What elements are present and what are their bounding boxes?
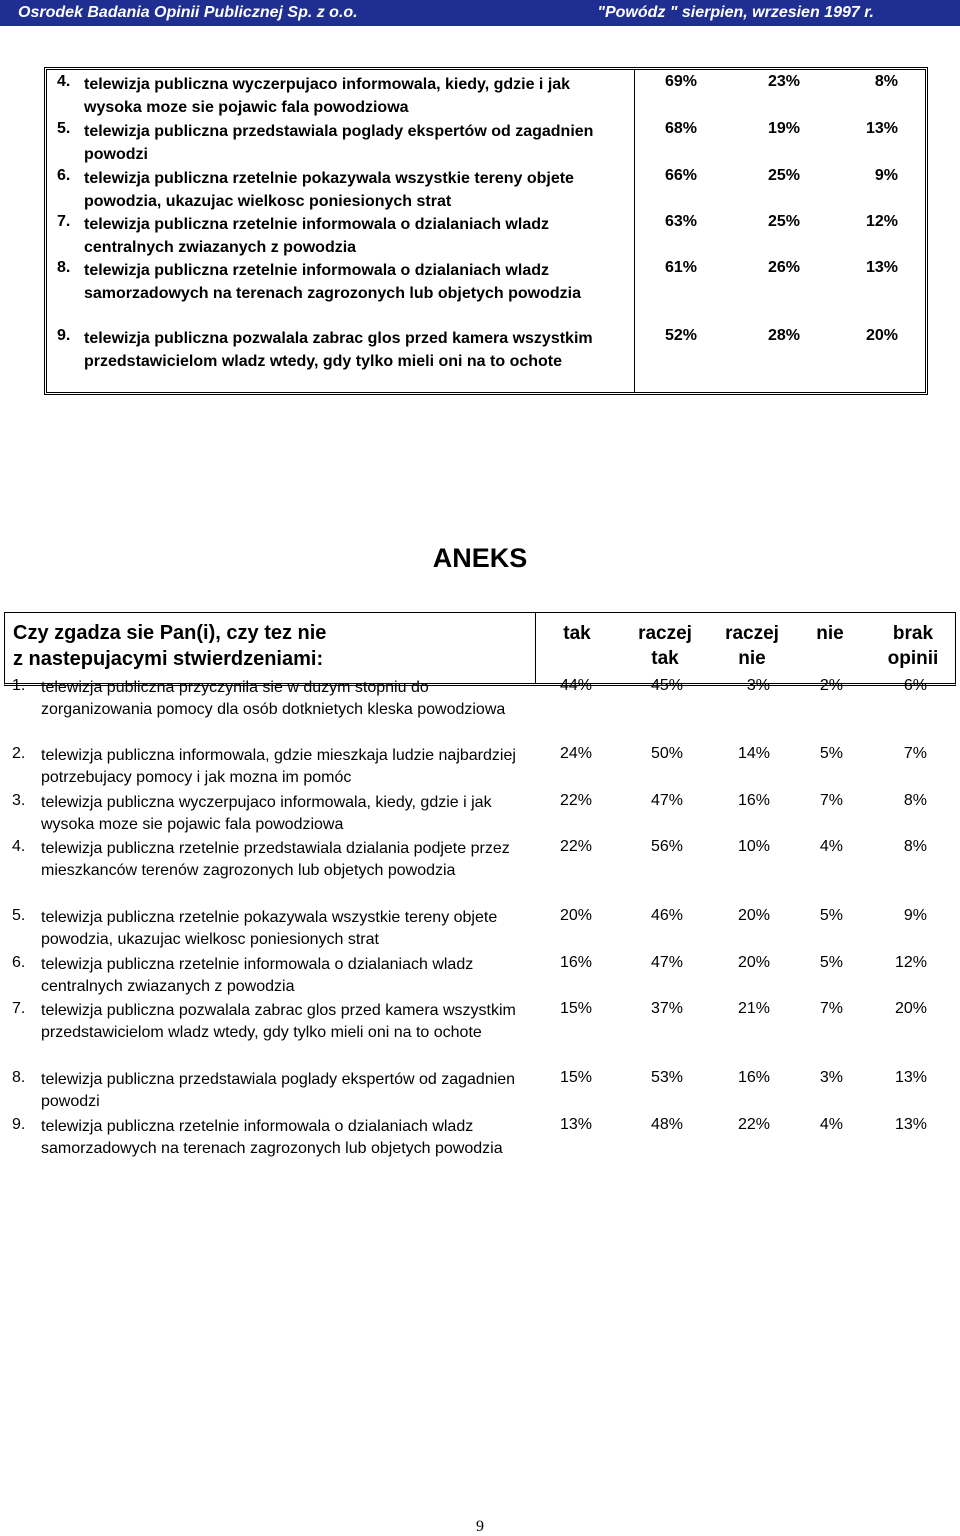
row-value: 19% xyxy=(767,120,800,137)
question-line-2: z nastepujacymi stwierdzeniami: xyxy=(13,648,324,670)
row-value: 12% xyxy=(894,954,927,971)
page-number: 9 xyxy=(476,1518,484,1535)
row-value: 20% xyxy=(737,907,770,924)
row-value: 50% xyxy=(650,745,683,762)
row-value: 24% xyxy=(559,745,592,762)
row-statement: telewizja publiczna rzetelnie informowala o dzialaniach wladz centralnych zwiazanych z powodzia xyxy=(41,956,474,995)
row-value: 56% xyxy=(650,838,683,855)
row-number: 4. xyxy=(57,73,71,90)
row-value: 44% xyxy=(559,677,592,694)
row-value: 20% xyxy=(865,327,898,344)
row-value: 14% xyxy=(737,745,770,762)
row-value: 22% xyxy=(737,1116,770,1133)
row-number: 5. xyxy=(12,907,26,924)
row-value: 52% xyxy=(664,327,697,344)
row-value: 46% xyxy=(650,907,683,924)
column-divider xyxy=(634,70,635,392)
row-number: 9. xyxy=(12,1116,26,1133)
column-header-line xyxy=(790,646,870,671)
row-statement: telewizja publiczna pozwalala zabrac glos przed kamera wszystkim przedstawicielom wladz wtedy, gdy tylko mieli oni na to ochote xyxy=(84,330,593,370)
row-statement: telewizja publiczna rzetelnie pokazywala wszystkie tereny objete powodzia, ukazujac wielkosc poniesionych strat xyxy=(84,170,574,210)
row-value: 61% xyxy=(664,259,697,276)
row-number: 7. xyxy=(57,213,71,230)
column-header-line: nie xyxy=(816,623,844,644)
header-survey-title: "Powódz " sierpien, wrzesien 1997 r. xyxy=(597,4,874,21)
column-header-line: brak xyxy=(892,623,934,644)
row-number: 3. xyxy=(12,792,26,809)
row-value: 13% xyxy=(894,1069,927,1086)
row-value: 16% xyxy=(737,1069,770,1086)
row-value: 2% xyxy=(819,677,843,694)
row-value: 16% xyxy=(737,792,770,809)
row-value: 13% xyxy=(865,259,898,276)
row-value: 47% xyxy=(650,954,683,971)
row-value: 5% xyxy=(819,745,843,762)
column-header xyxy=(537,621,617,671)
row-value: 5% xyxy=(819,954,843,971)
row-value: 23% xyxy=(767,73,800,90)
row-statement: telewizja publiczna przedstawiala poglady ekspertów od zagadnien powodzi xyxy=(84,123,594,163)
column-header xyxy=(790,621,870,671)
row-statement: telewizja publiczna informowala, gdzie mieszkaja ludzie najbardziej potrzebujacy pomocy i jak mozna im pomóc xyxy=(41,747,516,786)
row-statement: telewizja publiczna rzetelnie pokazywala wszystkie tereny objete powodzia, ukazujac wielkosc poniesionych strat xyxy=(41,909,498,948)
row-value: 22% xyxy=(559,792,592,809)
row-statement: telewizja publiczna pozwalala zabrac glos przed kamera wszystkim przedstawicielom wladz wtedy, gdy tylko mieli oni na to ochote xyxy=(41,1002,516,1041)
annex-table-header xyxy=(4,612,956,686)
row-value: 25% xyxy=(767,213,800,230)
row-value: 8% xyxy=(903,838,927,855)
row-value: 15% xyxy=(559,1069,592,1086)
column-header xyxy=(873,621,953,671)
row-value: 8% xyxy=(874,73,898,90)
row-value: 28% xyxy=(767,327,800,344)
row-value: 5% xyxy=(819,907,843,924)
column-header-line xyxy=(537,646,617,671)
row-value: 10% xyxy=(737,838,770,855)
row-number: 6. xyxy=(12,954,26,971)
results-table-top xyxy=(44,67,928,395)
row-number: 5. xyxy=(57,120,71,137)
row-value: 25% xyxy=(767,167,800,184)
column-header xyxy=(712,621,792,671)
row-value: 63% xyxy=(664,213,697,230)
row-value: 68% xyxy=(664,120,697,137)
row-value: 6% xyxy=(903,677,927,694)
row-number: 8. xyxy=(12,1069,26,1086)
row-value: 69% xyxy=(664,73,697,90)
row-value: 7% xyxy=(903,745,927,762)
row-value: 45% xyxy=(650,677,683,694)
row-value: 9% xyxy=(874,167,898,184)
row-value: 66% xyxy=(664,167,697,184)
row-value: 22% xyxy=(559,838,592,855)
row-statement: telewizja publiczna przyczynila sie w duzym stopniu do zorganizowania pomocy dla osób dotknietych kleska powodziowa xyxy=(41,679,506,718)
row-number: 4. xyxy=(12,838,26,855)
row-value: 7% xyxy=(819,792,843,809)
row-value: 47% xyxy=(650,792,683,809)
column-header-line: nie xyxy=(738,648,766,669)
row-value: 15% xyxy=(559,1000,592,1017)
row-statement: telewizja publiczna rzetelnie informowala o dzialaniach wladz samorzadowych na terenach zagrozonych lub objetych powodzia xyxy=(84,262,581,302)
row-number: 7. xyxy=(12,1000,26,1017)
row-value: 7% xyxy=(819,1000,843,1017)
row-value: 4% xyxy=(819,1116,843,1133)
row-value: 13% xyxy=(865,120,898,137)
question-line-1: Czy zgadza sie Pan(i), czy tez nie xyxy=(13,622,327,644)
row-statement: telewizja publiczna wyczerpujaco informowala, kiedy, gdzie i jak wysoka moze sie pojawic fala powodziowa xyxy=(41,794,492,833)
question-text xyxy=(13,620,326,672)
row-value: 3% xyxy=(746,677,770,694)
column-divider xyxy=(535,613,536,683)
row-value: 37% xyxy=(650,1000,683,1017)
row-value: 8% xyxy=(903,792,927,809)
row-value: 16% xyxy=(559,954,592,971)
row-value: 48% xyxy=(650,1116,683,1133)
row-value: 13% xyxy=(559,1116,592,1133)
row-value: 3% xyxy=(819,1069,843,1086)
row-value: 53% xyxy=(650,1069,683,1086)
column-header xyxy=(625,621,705,671)
aneks-title: ANEKS xyxy=(432,543,528,573)
row-number: 1. xyxy=(12,677,26,694)
row-value: 26% xyxy=(767,259,800,276)
row-value: 20% xyxy=(737,954,770,971)
column-header-line: tak xyxy=(563,623,591,644)
header-organization: Osrodek Badania Opinii Publicznej Sp. z o.o. xyxy=(18,4,358,21)
column-header-line: raczej xyxy=(725,623,779,644)
row-value: 4% xyxy=(819,838,843,855)
row-number: 9. xyxy=(57,327,71,344)
row-value: 20% xyxy=(894,1000,927,1017)
row-value: 9% xyxy=(903,907,927,924)
row-number: 2. xyxy=(12,745,26,762)
row-value: 12% xyxy=(865,213,898,230)
row-statement: telewizja publiczna wyczerpujaco informowala, kiedy, gdzie i jak wysoka moze sie pojawic fala powodziowa xyxy=(84,76,571,116)
document-header xyxy=(0,0,960,26)
row-value: 13% xyxy=(894,1116,927,1133)
row-statement: telewizja publiczna rzetelnie informowala o dzialaniach wladz centralnych zwiazanych z powodzia xyxy=(84,216,549,256)
row-number: 8. xyxy=(57,259,71,276)
row-number: 6. xyxy=(57,167,71,184)
row-statement: telewizja publiczna rzetelnie przedstawiala dzialania podjete przez mieszkanców terenów zagrozonych lub objetych powodzia xyxy=(41,840,510,879)
row-statement: telewizja publiczna przedstawiala poglady ekspertów od zagadnien powodzi xyxy=(41,1071,516,1110)
column-header-line: opinii xyxy=(887,648,939,669)
row-statement: telewizja publiczna rzetelnie informowala o dzialaniach wladz samorzadowych na terenach zagrozonych lub objetych powodzia xyxy=(41,1118,503,1157)
row-value: 20% xyxy=(559,907,592,924)
column-header-line: tak xyxy=(651,648,679,669)
column-header-line: raczej xyxy=(638,623,692,644)
row-value: 21% xyxy=(737,1000,770,1017)
